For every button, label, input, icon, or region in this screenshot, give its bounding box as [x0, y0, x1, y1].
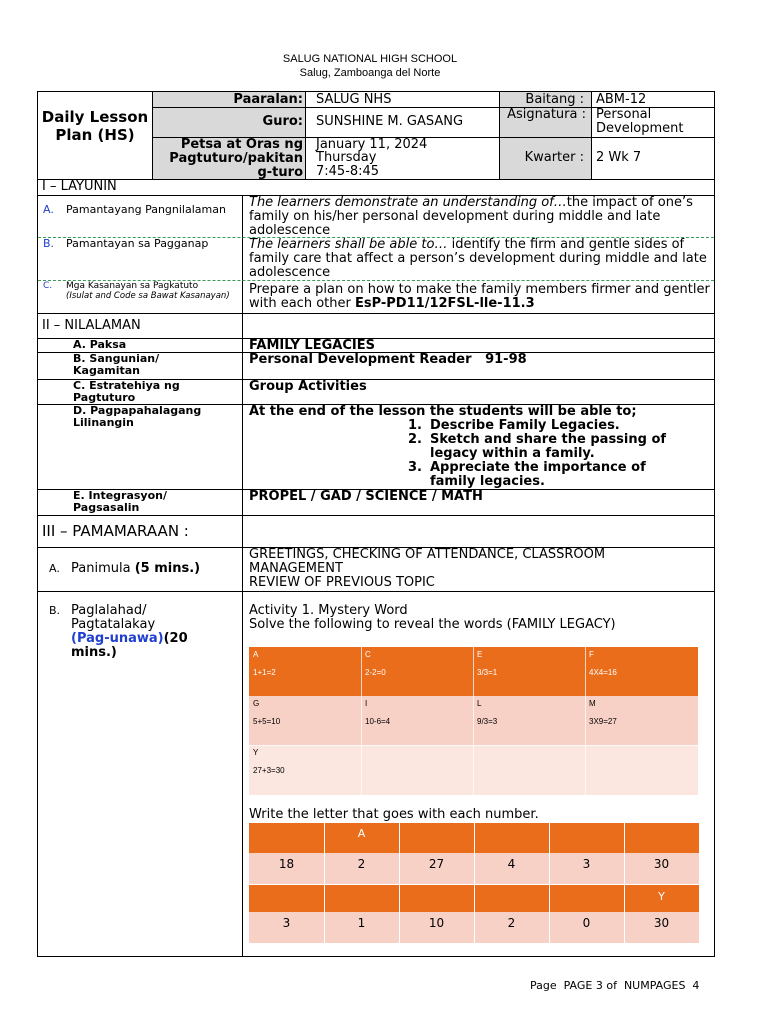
equation-cell: A 1+1=2 — [253, 650, 276, 677]
petsa-day: Thursday — [316, 150, 377, 165]
layunin-b-label: Pamantayan sa Pagganap — [66, 237, 209, 250]
paglalahad-sub: (Pag-unawa)(20 mins.) — [71, 631, 188, 660]
layunin-c-text: Prepare a plan on how to make the family members firmer and gentler with each other EsP-PD11/12FSL-lle-11.3 — [249, 282, 710, 311]
equation-cell: L 9/3=3 — [477, 699, 498, 726]
guro-value: SUNSHINE M. GASANG — [316, 114, 464, 129]
layunin-b-letter: B. — [43, 237, 55, 250]
layunin-a-letter: A. — [43, 203, 54, 216]
paaralan-label: Paaralan: — [233, 92, 303, 107]
activity-instruction: Solve the following to reveal the words (FAMILY LEGACY) — [249, 617, 616, 632]
integrasyon-label: E. Integrasyon/ Pagsasalin — [73, 489, 168, 514]
kwarter-label: Kwarter : — [524, 150, 584, 165]
pamamaraan-heading: III – PAMAMARAAN : — [42, 522, 189, 540]
activity-title: Activity 1. Mystery Word — [249, 603, 408, 618]
sangunian-label: B. Sangunian/ Kagamitan — [73, 352, 160, 377]
layunin-b-text: The learners shall be able to… identify the firm and gentle sides of family care that affect a person’s development during middle and late adolescence — [249, 237, 707, 280]
integrasyon-value: PROPEL / GAD / SCIENCE / MATH — [249, 489, 483, 504]
number-cell: 0 — [582, 916, 591, 930]
equation-cell: F 4X4=16 — [589, 650, 617, 677]
baitang-value: ABM-12 — [596, 92, 647, 107]
layunin-a-label: Pamantayang Pangnilalaman — [66, 203, 226, 216]
asignatura-label: Asignatura : — [507, 107, 586, 122]
kwarter-value: 2 Wk 7 — [596, 150, 642, 165]
equation-cell: Y 27+3=30 — [253, 748, 285, 775]
panimula-label: Panimula (5 mins.) — [71, 561, 201, 576]
pagpapahalaga-intro: At the end of the lesson the students will be able to; — [249, 404, 637, 419]
objective-item: Sketch and share the passing of legacy within a family. — [430, 432, 667, 461]
letter-cell: A — [357, 827, 366, 840]
layunin-a-text: The learners demonstrate an understanding of…the impact of one’s family on his/her personal development during middle and late adolescence — [249, 195, 693, 238]
objective-item: Appreciate the importance of family legacies. — [430, 460, 646, 489]
panimula-text: GREETINGS, CHECKING OF ATTENDANCE, CLASSROOM MANAGEMENT REVIEW OF PREVIOUS TOPIC — [249, 547, 606, 590]
number-cell: 30 — [653, 916, 670, 930]
paglalahad-letter: B. — [49, 604, 61, 617]
layunin-c-label: Mga Kasanayan sa Pagkatuto — [66, 281, 199, 291]
number-cell: 18 — [278, 857, 295, 871]
sangunian-value: Personal Development Reader 91-98 — [249, 352, 527, 367]
baitang-label: Baitang : — [525, 92, 584, 107]
layunin-heading: I – LAYUNIN — [42, 179, 117, 194]
number-cell: 27 — [428, 857, 445, 871]
equation-cell: E 3/3=1 — [477, 650, 498, 677]
write-instruction: Write the letter that goes with each number. — [249, 807, 539, 822]
number-cell: 1 — [357, 916, 366, 930]
page-footer: Page PAGE 3 of NUMPAGES 4 — [530, 979, 700, 992]
layunin-c-letter: C. — [43, 281, 53, 291]
petsa-label: Petsa at Oras ng Pagtuturo/pakitan g-turo — [169, 137, 303, 180]
equation-cell: M 3X9=27 — [589, 699, 617, 726]
nilalaman-heading: II – NILALAMAN — [42, 318, 141, 333]
guro-label: Guro: — [262, 114, 303, 129]
asignatura-value: Personal Development — [596, 107, 684, 136]
petsa-date: January 11, 2024 — [316, 137, 428, 152]
equation-cell: C 2-2=0 — [365, 650, 386, 677]
school-name: SALUG NATIONAL HIGH SCHOOL — [282, 53, 458, 65]
paaralan-value: SALUG NHS — [316, 92, 392, 107]
pagpapahalaga-label: D. Pagpapahalagang Lilinangin — [73, 404, 202, 429]
number-cell: 3 — [582, 857, 591, 871]
panimula-letter: A. — [49, 562, 60, 575]
letter-cell: Y — [658, 890, 665, 903]
paksa-value: FAMILY LEGACIES — [249, 338, 375, 353]
number-cell: 30 — [653, 857, 670, 871]
school-address: Salug, Zamboanga del Norte — [299, 67, 441, 79]
number-cell: 2 — [357, 857, 366, 871]
estratehiya-value: Group Activities — [249, 379, 367, 394]
number-cell: 2 — [507, 916, 516, 930]
number-cell: 4 — [507, 857, 516, 871]
petsa-time: 7:45-8:45 — [316, 164, 380, 179]
equation-cell: I 10-6=4 — [365, 699, 391, 726]
estratehiya-label: C. Estratehiya ng Pagtuturo — [73, 379, 180, 404]
equation-cell: G 5+5=10 — [253, 699, 281, 726]
equation-grid — [249, 647, 698, 795]
number-cell: 10 — [428, 916, 445, 930]
number-cell: 3 — [282, 916, 291, 930]
letter-grid — [249, 823, 699, 943]
doc-title: Daily Lesson Plan (HS) — [41, 108, 149, 144]
layunin-c-sub: (Isulat and Code sa Bawat Kasanayan) — [66, 291, 230, 301]
paglalahad-label: Paglalahad/ Pagtatalakay — [71, 603, 156, 632]
objective-item: Describe Family Legacies. — [430, 418, 620, 433]
paksa-label: A. Paksa — [73, 338, 127, 351]
